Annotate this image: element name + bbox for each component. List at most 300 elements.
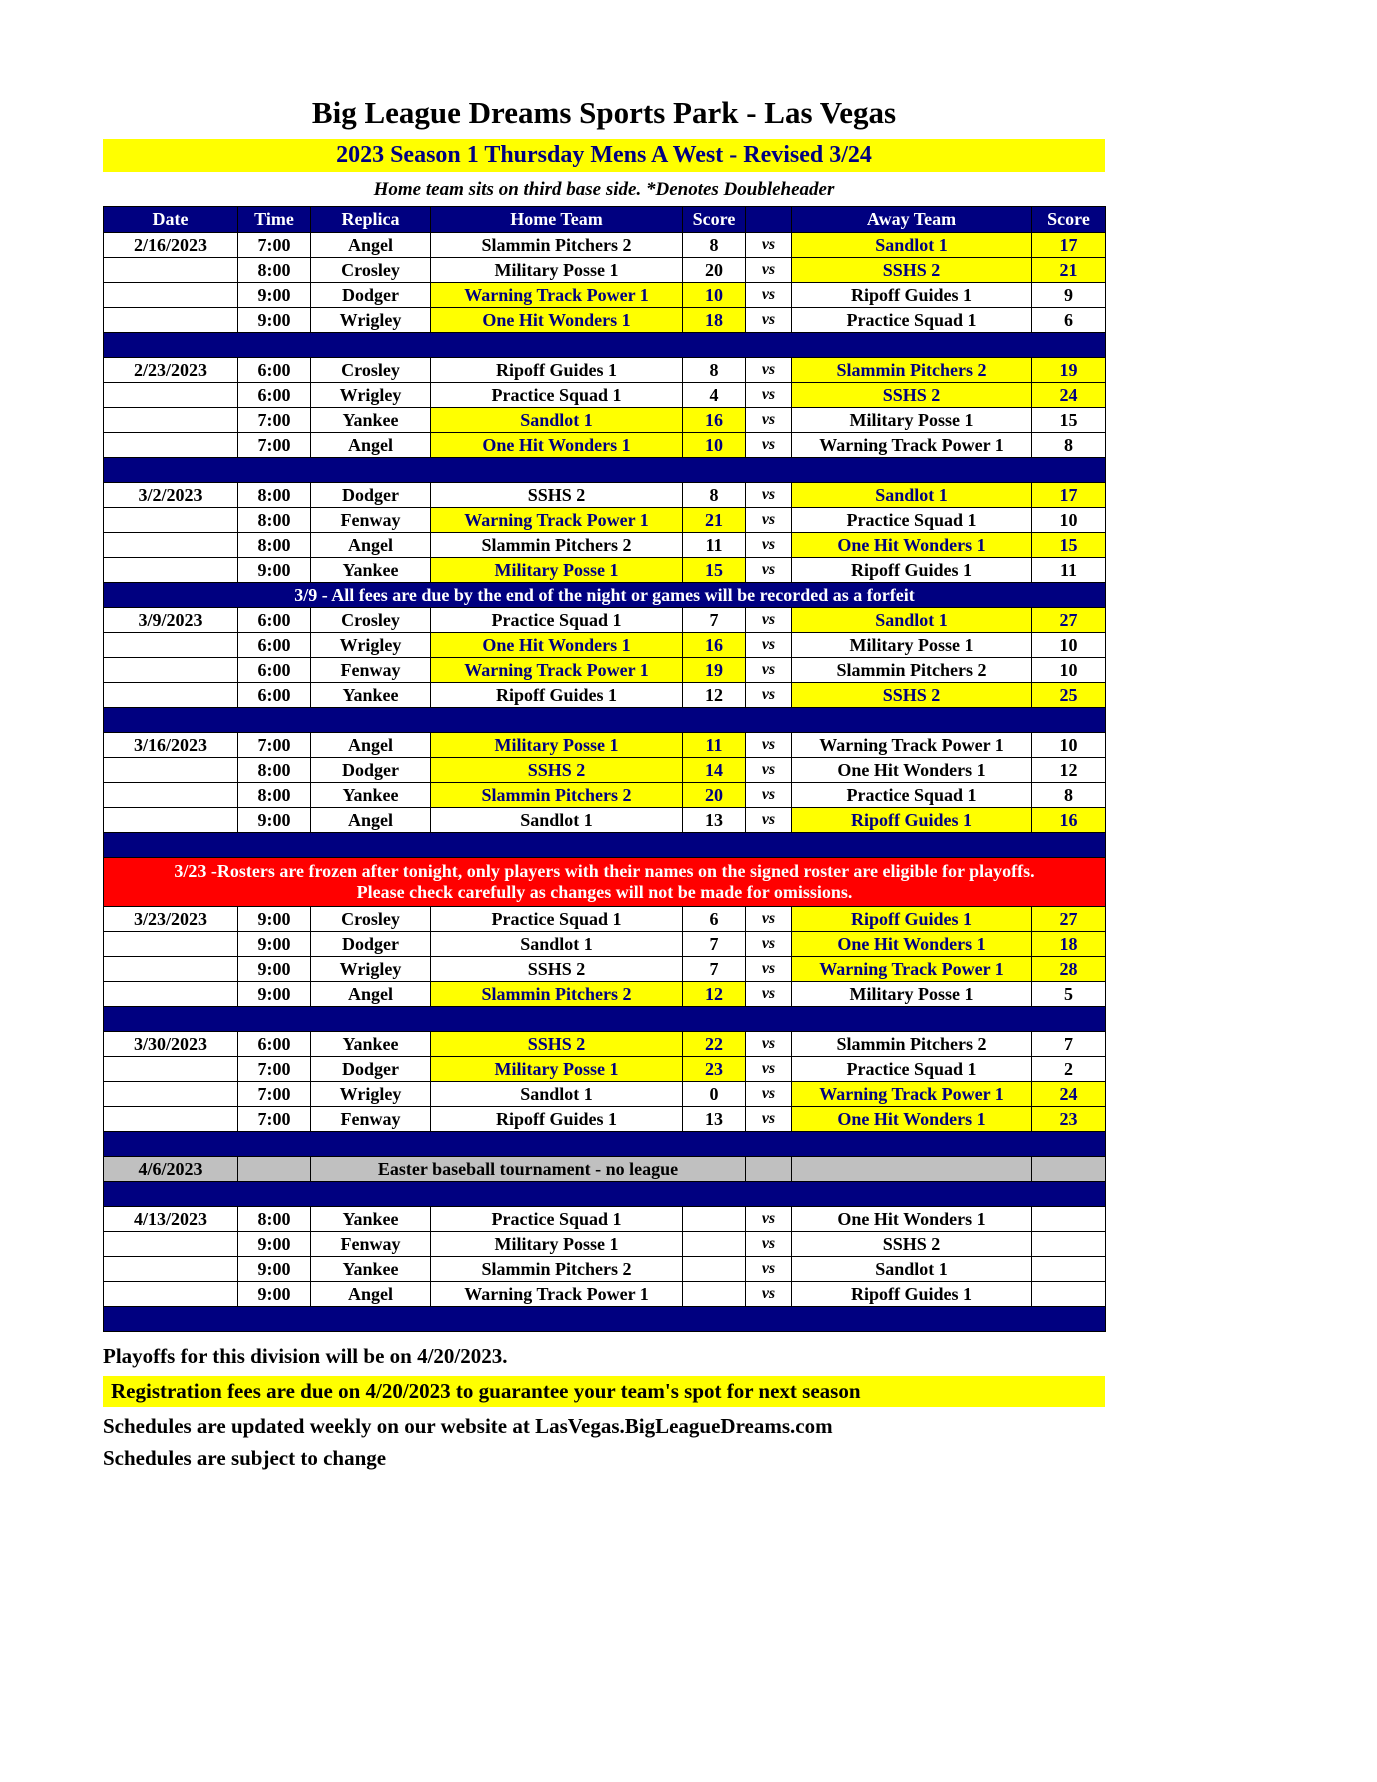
home-score-cell: 8 — [683, 483, 746, 508]
vs-label: vs — [746, 358, 792, 383]
game-row — [104, 358, 1106, 383]
time-cell: 9:00 — [238, 1232, 311, 1257]
home-team-cell: Practice Squad 1 — [431, 383, 683, 408]
game-row — [104, 658, 1106, 683]
game-row — [104, 1282, 1106, 1307]
vs-label: vs — [746, 1057, 792, 1082]
game-row — [104, 957, 1106, 982]
vs-label: vs — [746, 932, 792, 957]
header-time: Time — [238, 207, 311, 233]
time-cell: 9:00 — [238, 932, 311, 957]
vs-label: vs — [746, 608, 792, 633]
vs-label: vs — [746, 283, 792, 308]
replica-cell: Yankee — [311, 408, 431, 433]
game-row — [104, 982, 1106, 1007]
away-team-cell: One Hit Wonders 1 — [792, 1207, 1032, 1232]
date-cell — [104, 808, 238, 833]
date-cell — [104, 932, 238, 957]
time-cell: 8:00 — [238, 258, 311, 283]
game-row — [104, 433, 1106, 458]
vs-label: vs — [746, 733, 792, 758]
game-row — [104, 558, 1106, 583]
replica-cell: Crosley — [311, 907, 431, 932]
vs-label: vs — [746, 383, 792, 408]
away-score-cell — [1032, 1207, 1106, 1232]
game-row — [104, 508, 1106, 533]
time-cell: 7:00 — [238, 1107, 311, 1132]
replica-cell: Fenway — [311, 508, 431, 533]
game-row — [104, 1107, 1106, 1132]
replica-cell: Dodger — [311, 1057, 431, 1082]
date-cell — [104, 1282, 238, 1307]
separator-bar — [104, 1182, 1106, 1207]
home-score-cell: 13 — [683, 1107, 746, 1132]
away-score-cell: 21 — [1032, 258, 1106, 283]
date-cell: 3/23/2023 — [104, 907, 238, 932]
away-team-cell: Practice Squad 1 — [792, 783, 1032, 808]
date-cell — [104, 283, 238, 308]
vs-label: vs — [746, 1107, 792, 1132]
date-cell — [104, 683, 238, 708]
home-team-cell: Sandlot 1 — [431, 1082, 683, 1107]
vs-label: vs — [746, 783, 792, 808]
date-cell — [104, 658, 238, 683]
away-score-cell: 5 — [1032, 982, 1106, 1007]
away-team-cell: One Hit Wonders 1 — [792, 932, 1032, 957]
home-score-cell — [683, 1232, 746, 1257]
vs-label: vs — [746, 483, 792, 508]
date-cell — [104, 533, 238, 558]
date-cell: 3/30/2023 — [104, 1032, 238, 1057]
game-row — [104, 907, 1106, 932]
time-cell: 6:00 — [238, 1032, 311, 1057]
replica-cell: Angel — [311, 533, 431, 558]
home-team-cell: Slammin Pitchers 2 — [431, 533, 683, 558]
separator-bar — [104, 1132, 1106, 1157]
game-row — [104, 683, 1106, 708]
replica-cell: Yankee — [311, 783, 431, 808]
away-team-cell: Sandlot 1 — [792, 233, 1032, 258]
home-score-cell — [683, 1207, 746, 1232]
away-team-cell: SSHS 2 — [792, 683, 1032, 708]
away-team-cell: Practice Squad 1 — [792, 1057, 1032, 1082]
away-team-cell: SSHS 2 — [792, 1232, 1032, 1257]
away-team-cell: Practice Squad 1 — [792, 308, 1032, 333]
away-score-cell: 23 — [1032, 1107, 1106, 1132]
home-score-cell: 11 — [683, 733, 746, 758]
vs-label: vs — [746, 982, 792, 1007]
separator-row — [104, 1307, 1106, 1332]
home-team-cell: Slammin Pitchers 2 — [431, 982, 683, 1007]
time-cell: 9:00 — [238, 808, 311, 833]
home-team-cell: SSHS 2 — [431, 1032, 683, 1057]
vs-label: vs — [746, 1232, 792, 1257]
game-row — [104, 633, 1106, 658]
separator-bar — [104, 458, 1106, 483]
home-score-cell: 6 — [683, 907, 746, 932]
away-team-cell: Warning Track Power 1 — [792, 957, 1032, 982]
replica-cell: Crosley — [311, 258, 431, 283]
time-cell: 7:00 — [238, 233, 311, 258]
game-row — [104, 808, 1106, 833]
event-row — [104, 1157, 1106, 1182]
away-team-cell: Ripoff Guides 1 — [792, 808, 1032, 833]
home-score-cell: 23 — [683, 1057, 746, 1082]
away-score-cell: 10 — [1032, 733, 1106, 758]
away-score-cell — [1032, 1282, 1106, 1307]
playoffs-note: Playoffs for this division will be on 4/20/2023. — [103, 1344, 508, 1368]
home-team-cell: Ripoff Guides 1 — [431, 358, 683, 383]
time-cell: 9:00 — [238, 308, 311, 333]
away-team-cell: Slammin Pitchers 2 — [792, 1032, 1032, 1057]
away-team-cell: Ripoff Guides 1 — [792, 907, 1032, 932]
vs-label: vs — [746, 533, 792, 558]
away-team-cell: Ripoff Guides 1 — [792, 1282, 1032, 1307]
vs-label: vs — [746, 683, 792, 708]
date-cell: 3/16/2023 — [104, 733, 238, 758]
replica-cell: Angel — [311, 982, 431, 1007]
away-score-cell: 9 — [1032, 283, 1106, 308]
date-cell: 3/2/2023 — [104, 483, 238, 508]
replica-cell: Fenway — [311, 1232, 431, 1257]
separator-row — [104, 1132, 1106, 1157]
away-score-cell: 24 — [1032, 383, 1106, 408]
date-cell — [104, 308, 238, 333]
home-team-cell: Practice Squad 1 — [431, 1207, 683, 1232]
away-score-cell — [1032, 1232, 1106, 1257]
away-team-cell: Sandlot 1 — [792, 608, 1032, 633]
home-team-cell: Military Posse 1 — [431, 558, 683, 583]
home-score-cell: 20 — [683, 783, 746, 808]
separator-row — [104, 1182, 1106, 1207]
game-row — [104, 408, 1106, 433]
date-cell: 2/23/2023 — [104, 358, 238, 383]
header-vs — [746, 207, 792, 233]
home-team-cell: Ripoff Guides 1 — [431, 683, 683, 708]
game-row — [104, 483, 1106, 508]
date-cell — [104, 957, 238, 982]
header-away-team: Away Team — [792, 207, 1032, 233]
home-team-cell: Ripoff Guides 1 — [431, 1107, 683, 1132]
date-cell: 4/6/2023 — [104, 1157, 238, 1182]
away-team-cell: Military Posse 1 — [792, 408, 1032, 433]
date-cell — [104, 433, 238, 458]
time-cell: 7:00 — [238, 733, 311, 758]
home-score-cell: 13 — [683, 808, 746, 833]
replica-cell: Angel — [311, 233, 431, 258]
home-score-cell: 16 — [683, 408, 746, 433]
vs-cell — [746, 1157, 792, 1182]
replica-cell: Wrigley — [311, 1082, 431, 1107]
game-row — [104, 308, 1106, 333]
away-team-cell: SSHS 2 — [792, 383, 1032, 408]
vs-label: vs — [746, 758, 792, 783]
vs-label: vs — [746, 808, 792, 833]
replica-cell: Wrigley — [311, 383, 431, 408]
home-score-cell: 8 — [683, 358, 746, 383]
time-cell: 8:00 — [238, 783, 311, 808]
date-cell: 3/9/2023 — [104, 608, 238, 633]
home-team-cell: Sandlot 1 — [431, 932, 683, 957]
game-row — [104, 1057, 1106, 1082]
away-team-cell: Warning Track Power 1 — [792, 733, 1032, 758]
replica-cell: Dodger — [311, 758, 431, 783]
vs-label: vs — [746, 1082, 792, 1107]
away-team-cell: Sandlot 1 — [792, 483, 1032, 508]
replica-cell: Yankee — [311, 558, 431, 583]
header-row — [104, 207, 1106, 233]
game-row — [104, 1082, 1106, 1107]
website-note: Schedules are updated weekly on our website at LasVegas.BigLeagueDreams.com — [103, 1414, 833, 1438]
time-cell: 6:00 — [238, 683, 311, 708]
separator-bar — [104, 1307, 1106, 1332]
date-cell — [104, 783, 238, 808]
vs-label: vs — [746, 1032, 792, 1057]
away-score-cell: 17 — [1032, 233, 1106, 258]
vs-label: vs — [746, 658, 792, 683]
game-row — [104, 383, 1106, 408]
game-row — [104, 608, 1106, 633]
away-score-cell: 2 — [1032, 1057, 1106, 1082]
away-team-cell: Slammin Pitchers 2 — [792, 358, 1032, 383]
home-score-cell: 21 — [683, 508, 746, 533]
vs-label: vs — [746, 633, 792, 658]
game-row — [104, 932, 1106, 957]
vs-label: vs — [746, 1282, 792, 1307]
time-cell: 7:00 — [238, 1057, 311, 1082]
registration-note: Registration fees are due on 4/20/2023 to guarantee your team's spot for next season — [103, 1376, 1105, 1407]
notice-row — [104, 583, 1106, 608]
time-cell: 9:00 — [238, 907, 311, 932]
replica-cell: Yankee — [311, 1207, 431, 1232]
replica-cell: Wrigley — [311, 633, 431, 658]
replica-cell: Dodger — [311, 283, 431, 308]
home-score-cell: 22 — [683, 1032, 746, 1057]
subject-to-change-note: Schedules are subject to change — [103, 1446, 387, 1470]
away-score-cell: 18 — [1032, 932, 1106, 957]
home-team-cell: Military Posse 1 — [431, 258, 683, 283]
separator-bar — [104, 333, 1106, 358]
home-team-cell: SSHS 2 — [431, 483, 683, 508]
home-score-cell: 12 — [683, 982, 746, 1007]
time-cell: 6:00 — [238, 633, 311, 658]
away-score-cell: 24 — [1032, 1082, 1106, 1107]
header-home-score: Score — [683, 207, 746, 233]
time-cell: 6:00 — [238, 358, 311, 383]
date-cell — [104, 1232, 238, 1257]
notice-text: 3/9 - All fees are due by the end of the night or games will be recorded as a forfeit — [104, 583, 1106, 608]
date-cell — [104, 408, 238, 433]
time-cell: 9:00 — [238, 283, 311, 308]
home-team-cell: One Hit Wonders 1 — [431, 433, 683, 458]
home-score-cell: 16 — [683, 633, 746, 658]
away-score-cell: 28 — [1032, 957, 1106, 982]
away-team-cell: Warning Track Power 1 — [792, 433, 1032, 458]
away-score-cell: 15 — [1032, 533, 1106, 558]
vs-label: vs — [746, 258, 792, 283]
game-row — [104, 783, 1106, 808]
home-team-cell: Military Posse 1 — [431, 1057, 683, 1082]
replica-cell: Crosley — [311, 358, 431, 383]
time-cell: 6:00 — [238, 383, 311, 408]
away-score-cell: 10 — [1032, 658, 1106, 683]
vs-label: vs — [746, 433, 792, 458]
replica-cell: Wrigley — [311, 308, 431, 333]
game-row — [104, 1232, 1106, 1257]
game-row — [104, 1257, 1106, 1282]
home-score-cell: 10 — [683, 283, 746, 308]
home-team-cell: Slammin Pitchers 2 — [431, 1257, 683, 1282]
separator-row — [104, 458, 1106, 483]
home-score-cell: 14 — [683, 758, 746, 783]
away-team-cell: One Hit Wonders 1 — [792, 533, 1032, 558]
date-cell — [104, 558, 238, 583]
away-score-cell: 10 — [1032, 508, 1106, 533]
replica-cell: Crosley — [311, 608, 431, 633]
vs-label: vs — [746, 233, 792, 258]
away-team-cell: One Hit Wonders 1 — [792, 758, 1032, 783]
home-team-note: Home team sits on third base side. *Denotes Doubleheader — [373, 179, 835, 200]
vs-label: vs — [746, 1257, 792, 1282]
date-cell: 4/13/2023 — [104, 1207, 238, 1232]
vs-label: vs — [746, 308, 792, 333]
away-team-cell: Ripoff Guides 1 — [792, 558, 1032, 583]
away-score-cell: 8 — [1032, 783, 1106, 808]
time-cell: 7:00 — [238, 1082, 311, 1107]
home-team-cell: Warning Track Power 1 — [431, 1282, 683, 1307]
time-cell: 9:00 — [238, 1257, 311, 1282]
home-score-cell: 15 — [683, 558, 746, 583]
schedule-page — [103, 0, 1105, 1471]
game-row — [104, 1207, 1106, 1232]
away-score-cell: 10 — [1032, 633, 1106, 658]
time-cell: 9:00 — [238, 957, 311, 982]
away-score-cell: 16 — [1032, 808, 1106, 833]
game-row — [104, 258, 1106, 283]
replica-cell: Fenway — [311, 1107, 431, 1132]
schedule-table — [103, 206, 1106, 1332]
game-row — [104, 283, 1106, 308]
time-cell: 8:00 — [238, 508, 311, 533]
home-score-cell: 8 — [683, 233, 746, 258]
away-team-cell: Ripoff Guides 1 — [792, 283, 1032, 308]
date-cell — [104, 1257, 238, 1282]
home-team-cell: SSHS 2 — [431, 758, 683, 783]
date-cell — [104, 1082, 238, 1107]
home-team-cell: Sandlot 1 — [431, 808, 683, 833]
replica-cell: Fenway — [311, 658, 431, 683]
event-text: Easter baseball tournament - no league — [311, 1157, 746, 1182]
vs-label: vs — [746, 957, 792, 982]
game-row — [104, 533, 1106, 558]
date-cell — [104, 508, 238, 533]
away-team-cell: Sandlot 1 — [792, 1257, 1032, 1282]
home-score-cell — [683, 1257, 746, 1282]
replica-cell: Dodger — [311, 483, 431, 508]
time-cell: 6:00 — [238, 608, 311, 633]
replica-cell: Angel — [311, 1282, 431, 1307]
away-score-cell: 12 — [1032, 758, 1106, 783]
time-cell — [238, 1157, 311, 1182]
time-cell: 7:00 — [238, 408, 311, 433]
date-cell — [104, 1107, 238, 1132]
away-team-cell: Military Posse 1 — [792, 633, 1032, 658]
date-cell — [104, 258, 238, 283]
game-row — [104, 733, 1106, 758]
vs-label: vs — [746, 1207, 792, 1232]
away-score-cell — [1032, 1257, 1106, 1282]
replica-cell: Angel — [311, 433, 431, 458]
away-team-cell: SSHS 2 — [792, 258, 1032, 283]
away-score-cell: 27 — [1032, 608, 1106, 633]
away-score-cell: 17 — [1032, 483, 1106, 508]
game-row — [104, 233, 1106, 258]
separator-bar — [104, 708, 1106, 733]
alert-text — [104, 858, 1106, 907]
replica-cell: Yankee — [311, 1257, 431, 1282]
date-cell — [104, 982, 238, 1007]
away-score-cell: 27 — [1032, 907, 1106, 932]
separator-bar — [104, 1007, 1106, 1032]
date-cell — [104, 758, 238, 783]
away-score-cell: 11 — [1032, 558, 1106, 583]
home-team-cell: One Hit Wonders 1 — [431, 633, 683, 658]
vs-label: vs — [746, 907, 792, 932]
home-team-cell: Warning Track Power 1 — [431, 283, 683, 308]
away-team-cell: Military Posse 1 — [792, 982, 1032, 1007]
time-cell: 8:00 — [238, 483, 311, 508]
home-score-cell: 10 — [683, 433, 746, 458]
away-score-cell: 19 — [1032, 358, 1106, 383]
replica-cell: Wrigley — [311, 957, 431, 982]
home-team-cell: Warning Track Power 1 — [431, 658, 683, 683]
page-title: Big League Dreams Sports Park - Las Vegas — [311, 95, 897, 130]
season-banner: 2023 Season 1 Thursday Mens A West - Revised 3/24 — [103, 139, 1105, 172]
away-score-cell: 25 — [1032, 683, 1106, 708]
time-cell: 8:00 — [238, 533, 311, 558]
home-score-cell: 7 — [683, 608, 746, 633]
home-score-cell: 11 — [683, 533, 746, 558]
home-score-cell: 7 — [683, 932, 746, 957]
footer — [103, 1344, 1105, 1471]
replica-cell: Yankee — [311, 1032, 431, 1057]
date-cell — [104, 383, 238, 408]
vs-label: vs — [746, 508, 792, 533]
vs-label: vs — [746, 558, 792, 583]
replica-cell: Dodger — [311, 932, 431, 957]
home-team-cell: Slammin Pitchers 2 — [431, 783, 683, 808]
home-team-cell: Slammin Pitchers 2 — [431, 233, 683, 258]
away-score-cell — [1032, 1157, 1106, 1182]
time-cell: 9:00 — [238, 558, 311, 583]
separator-row — [104, 333, 1106, 358]
away-team-cell: One Hit Wonders 1 — [792, 1107, 1032, 1132]
away-score-cell: 7 — [1032, 1032, 1106, 1057]
header-away-score: Score — [1032, 207, 1106, 233]
replica-cell: Angel — [311, 733, 431, 758]
home-score-cell: 7 — [683, 957, 746, 982]
time-cell: 9:00 — [238, 1282, 311, 1307]
home-score-cell: 4 — [683, 383, 746, 408]
home-team-cell: One Hit Wonders 1 — [431, 308, 683, 333]
vs-label: vs — [746, 408, 792, 433]
home-team-cell: Military Posse 1 — [431, 733, 683, 758]
replica-cell: Yankee — [311, 683, 431, 708]
time-cell: 9:00 — [238, 982, 311, 1007]
separator-row — [104, 1007, 1106, 1032]
away-team-cell: Slammin Pitchers 2 — [792, 658, 1032, 683]
date-cell — [104, 633, 238, 658]
